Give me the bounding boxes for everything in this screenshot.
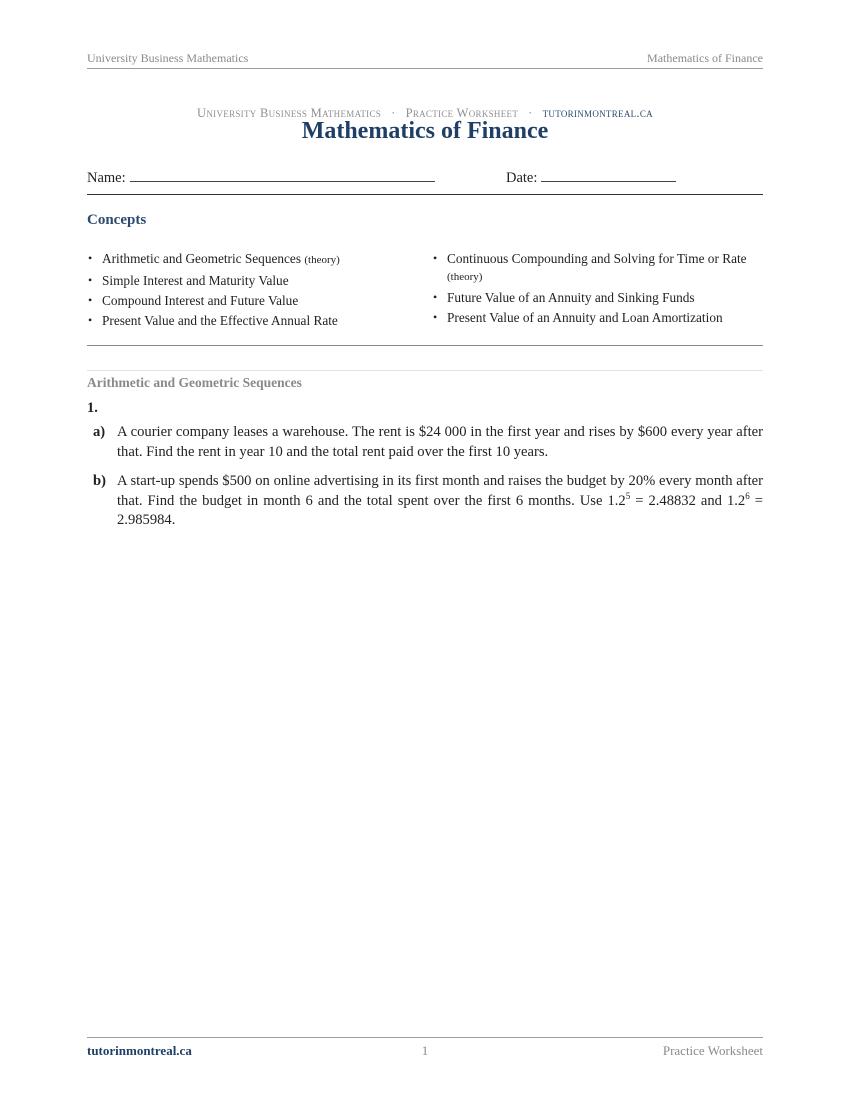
- part-text: A courier company leases a warehouse. The rent is $24 000 in the first year and rises by $600 every year after that. Find the rent in year 10 and the total rent paid over the first 10 years.: [117, 424, 763, 460]
- running-header-left: University Business Mathematics: [87, 51, 249, 65]
- part-text: A start-up spends $500 on online advertising in its first month and raises the budget by 20% every month after that. Find the budget in month 6 and the total spent over the first 6 months. Use $1.2^5 = 2.48832$ and $1.2^6 = 2.985984$.: [117, 473, 763, 528]
- footer-rule: [87, 1037, 763, 1038]
- date-line[interactable]: [541, 167, 676, 182]
- list-item: • Simple Interest and Maturity Value: [87, 272, 407, 289]
- date-field[interactable]: [506, 167, 676, 187]
- concepts-list-right: [432, 250, 764, 329]
- name-field[interactable]: [87, 167, 435, 187]
- running-header-right: Mathematics of Finance: [647, 51, 763, 65]
- footer-label: Practice Worksheet: [662, 1043, 763, 1058]
- banner-kind: Practice Worksheet: [405, 106, 519, 120]
- section-heading: Arithmetic and Geometric Sequences: [87, 375, 302, 390]
- footer-site: tutorinmontreal.ca: [87, 1043, 192, 1058]
- list-item: • Continuous Compounding and Solving for Time or Rate (theory): [432, 250, 764, 286]
- date-label: Date:: [506, 170, 538, 186]
- concepts-list-left: [87, 250, 407, 332]
- banner-course: University Business Mathematics: [197, 106, 382, 120]
- list-item: • Compound Interest and Future Value: [87, 292, 407, 309]
- page-number: 1: [421, 1043, 429, 1058]
- list-item: • Arithmetic and Geometric Sequences (theory): [87, 250, 407, 269]
- title-rule: [87, 194, 763, 195]
- list-item: • Future Value of an Annuity and Sinking Funds: [432, 289, 764, 306]
- banner-separator: ·: [528, 106, 533, 120]
- question-part-b: [87, 472, 763, 531]
- section-rule: [87, 370, 763, 371]
- name-label: Name:: [87, 170, 126, 186]
- banner-separator: ·: [391, 106, 396, 120]
- question-part-a: [87, 423, 763, 462]
- banner-site: tutorinmontreal.ca: [542, 106, 653, 120]
- name-line[interactable]: [130, 167, 435, 182]
- part-label: a): [93, 424, 106, 440]
- header-rule: [87, 68, 763, 69]
- question-number: 1.: [87, 400, 98, 416]
- list-item: • Present Value of an Annuity and Loan Amortization: [432, 309, 764, 326]
- list-item: • Present Value and the Effective Annual Rate: [87, 312, 407, 329]
- concepts-heading: Concepts: [87, 212, 147, 228]
- page-title: Mathematics of Finance: [301, 118, 549, 144]
- part-label: b): [93, 473, 106, 489]
- concepts-rule: [87, 345, 763, 346]
